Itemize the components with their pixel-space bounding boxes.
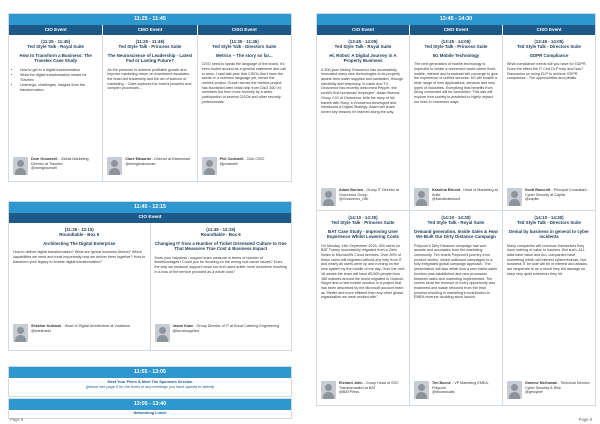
slot-room: Ted Style Talk - Princess Suite: [118, 44, 182, 50]
slot-room: Ted Style Talk - Royal Suite: [427, 220, 485, 226]
speaker-role: - Head of Digital Architecture at Vodafone: [62, 324, 131, 328]
speaker-handle[interactable]: @Karolinaeklund: [432, 197, 461, 202]
talk-card: [9, 223, 151, 350]
talk-description: Polycom's Dirty Distance campaign has won awards and accolades from the marketing community. Tim charts Polycom's journey from product centric, siloed outbound campaigns to a fully integrated global campaign approach. The presentation will also detail how a new inside sales function was established and new processes between sales and marketing implemented. Tim covers what the revenue of every opportunity was examined and waste removed from the lead process resulting in marketing's contribution to EMEA revenue doubling since launch.: [414, 243, 498, 300]
talk-bullets: [9, 64, 102, 93]
bullet-item: • What the digital transformation meant for Travelex: [20, 73, 98, 82]
slot-time: (11:25 - 11:45): [41, 39, 71, 44]
session-time-bar: 11:25 - 11:45: [9, 14, 291, 25]
talk-title: Denial by business in general to cyber incidents: [508, 228, 590, 240]
speaker: [13, 157, 99, 175]
speaker-handle[interactable]: @pmsintell: [219, 161, 238, 166]
speaker-avatar: [107, 157, 122, 175]
column-header-cio: CIO Event: [9, 25, 103, 35]
speaker-avatar: [202, 157, 217, 175]
session-block-2: [8, 201, 292, 351]
slot-time: (13:45 - 14:05): [534, 39, 564, 44]
speaker: [321, 381, 406, 399]
speaker-role: - VP Marketing EMEA, Polycom: [432, 381, 489, 390]
talk-card: [103, 35, 197, 181]
talk-card: [9, 35, 103, 181]
speaker-role: - Global Marketing Director at Travelex: [31, 157, 89, 166]
slot-room: Ted Style Talk - Directors Suite: [516, 220, 581, 226]
speaker-role: - Group Head of SSC Transformation at BAT: [339, 381, 399, 390]
speaker: [414, 381, 499, 399]
column-header-ciso: CISO Event: [198, 25, 291, 35]
speaker-name: Dom Grounsell: [31, 157, 58, 161]
slot-room: Ted Style Talk - Royal Suite: [27, 44, 84, 50]
speaker-avatar: [321, 188, 336, 206]
speaker-name: Adam Burrow: [339, 188, 364, 192]
session-block-4: [8, 398, 292, 419]
speaker-role: - Club CISO: [244, 157, 265, 161]
speaker-name: Tim Boone: [432, 381, 451, 385]
column-header-cio: CIO Event: [317, 25, 410, 35]
slot-time: (14:10 - 14:30): [441, 215, 471, 220]
talk-title: GDPR Compliance: [529, 52, 569, 58]
speaker-avatar: [321, 381, 336, 399]
speaker: [107, 157, 193, 175]
speaker-handle[interactable]: @BATPress: [339, 390, 360, 395]
speaker-name: Jason Kane: [172, 324, 194, 328]
speaker-handle[interactable]: @beingbrainsmart: [125, 161, 156, 166]
lunch-title: Networking Lunch: [133, 411, 167, 415]
speaker: [507, 188, 592, 206]
session-time-bar: 11:55 - 13:05: [9, 367, 291, 378]
session-block-1: [8, 13, 292, 182]
slot-room: Ted Style Talk - Directors Suite: [516, 44, 581, 50]
speaker-name: Clare Edwards: [125, 157, 151, 161]
talk-card: [317, 211, 410, 405]
talk-card: [198, 35, 291, 181]
bullet-item: • How to get to a digital transformation: [20, 68, 98, 73]
speaker-role: - Principal Consultant - Cyber Security at Capita: [525, 188, 589, 197]
talk-card: [410, 35, 503, 210]
slot-room: Roundtable - Box 5: [59, 232, 100, 238]
talk-title: Metrics – The story so far...: [216, 52, 273, 58]
slot-time: (11:25 - 11:45): [229, 39, 259, 44]
session-time-bar: 13:45 - 14:30: [317, 14, 595, 25]
speaker-handle[interactable]: @capita: [525, 197, 539, 202]
lunch-info: [9, 411, 291, 416]
talk-description: On Monday 14th September 2015, 450 users on BAT Turkey successfully migrated from a Citrix Notes to Microsoft's Cloud services. Over 80% of these users will migrated without any help from IT and nearly all users were up and running on the new system by the middle of the day. Over the next 18 weeks the team will have 85,000 people from 180 markets around the world migrated to Outlook. Skype and a new mobile solution in a project that has been described by the Microsoft account team as "Better and more efficient than any other global organisation we have worked with".: [321, 243, 405, 300]
session-block-3: [8, 366, 292, 397]
column-header-cmo: CMO Event: [410, 25, 503, 35]
talk-title: BAT Case Study - Improving User Experience Whilst Lowering Costs: [327, 228, 399, 240]
speaker-name: Phil Cockwell: [219, 157, 244, 161]
slot-time: (14:10 - 14:30): [348, 215, 378, 220]
speaker: [13, 324, 147, 342]
slot-time: (13:45 - 14:05): [441, 39, 471, 44]
meet-peers-title: Meet Your Peers & Meet The Sponsors Session: [107, 380, 193, 384]
slot-time: (14:10 - 14:30): [534, 215, 564, 220]
slot-room: Roundtable - Box 6: [200, 232, 241, 238]
talk-description: A 300-year history Grosvenor has successfully innovated many new technologies to its property assets from water supplies and sanitation, through electricity and telephony, to cable and TV. Grosvenor has recently welcomed Pepper, the world's first humanoid 'employee'. Adam Burrow, Group CIO of Grosvenor, tells the story of his travels with Rosy, a Grosvenor-developed and introduced a Digital Strategy. Adam will share seven key lessons he learned along the way.: [321, 67, 404, 114]
page-number: Page 8: [578, 417, 592, 422]
speaker-handle[interactable]: @domgrounsell: [31, 166, 57, 171]
talk-card: [410, 211, 503, 405]
talk-description: As the pressure to achieve profitable growth and improve marketing return on investment escalates, the brain-led leadership and the art of science of marketing... Clare explores the brain's powerful and complex processes...: [107, 67, 192, 91]
talk-title: The Neuroscience of Leadership - Latest Fad or Lasting Future?: [107, 52, 193, 64]
talk-title: Architecting The Digital Enterprise: [43, 240, 116, 246]
slot-time: (11:35 - 12:15): [64, 227, 94, 232]
slot-time: (13:45 - 14:05): [348, 39, 378, 44]
speaker-handle[interactable]: @gmcyber: [525, 390, 543, 395]
speaker-role: - Technical Director, Cyber Security & Risk: [525, 381, 591, 390]
speaker-avatar: [13, 157, 28, 175]
speaker-avatar: [414, 381, 429, 399]
speaker-role: - Head of Marketing at Anite: [432, 188, 498, 197]
speaker: [155, 324, 289, 342]
talk-title: How to Transform a Business: The Travelex Case Study: [19, 52, 92, 64]
speaker-name: Karolina Eklund: [432, 188, 461, 192]
slot-time: (11:45 - 12:15): [206, 227, 236, 232]
speaker-avatar: [13, 324, 28, 342]
bullet-item: • Learnings, challenges, insights from the transformation: [20, 83, 98, 92]
talk-description: What compliance needs will you have for GDPR. Does the effect the IT Cert DLP help and how? Discussion on using DLP to achieve GDPR compliance - The opportunities and pitfalls.: [507, 62, 587, 81]
slot-time: (11:25 - 11:45): [135, 39, 165, 44]
talk-card: [317, 35, 410, 210]
speaker-name: Scott Bancroft: [525, 188, 551, 192]
session-header: CIO Event: [9, 213, 291, 223]
speaker-role: - Group IT Director at Grosvenor Group: [339, 188, 399, 197]
talk-title: Changing IT from a Number of Ticket Orientated Culture to One That Measures True Cost & Business Impact: [154, 240, 287, 252]
session-time-bar: 11:45 - 12:15: [9, 202, 291, 213]
speaker-avatar: [414, 188, 429, 206]
slot-room: Ted Style Talk - Directors Suite: [212, 44, 277, 50]
session-time-bar: 13:05 - 13:40: [9, 399, 291, 410]
slot-room: Ted Style Talk - Royal Suite: [334, 44, 392, 50]
speaker-role: - Group Director of IT at Bunzl Catering Engineering: [194, 324, 280, 328]
right-page: [300, 0, 600, 424]
speaker-name: Shekhar Kulkarni: [31, 324, 62, 328]
column-header-ciso: CISO Event: [503, 25, 595, 35]
speaker-avatar: [507, 381, 522, 399]
session-block-afternoon: [316, 13, 596, 406]
speaker-name: Graeme McGowan: [525, 381, 558, 385]
speaker-handle[interactable]: @tboonecalls: [432, 390, 455, 395]
speaker-avatar: [155, 324, 170, 342]
meet-peers-info: [9, 380, 291, 390]
speaker-name: Richard John: [339, 381, 363, 385]
page-number: Page 6: [10, 417, 24, 422]
talk-description: The next generation of mobile technology is expected to create a connected world where fixed, mobile, internet and broadcast will converge to give the experience of unified services. 5G will enable a wide range of new applications, services and new types of industries. Everything that benefits from being connected will be connected. This talk will explore how society is predicted to highly impact our lives in numerous ways.: [414, 62, 498, 104]
speaker: [321, 188, 406, 206]
speaker: [202, 157, 288, 175]
speaker-handle[interactable]: @bunzlsupplied: [172, 328, 199, 333]
speaker-handle[interactable]: @shekharld: [31, 328, 51, 333]
speaker: [414, 188, 499, 206]
slot-room: Ted Style Talk - Princess Suite: [331, 220, 395, 226]
talk-title: Hi, Robot: A Digital Journey in A Property Business: [329, 52, 397, 64]
speaker: [507, 381, 592, 399]
meet-peers-note: (please see page 5 for the times of any meetings you have agreed to attend): [85, 384, 215, 389]
talk-card: [503, 211, 595, 405]
speaker-role: - Director at Brainsmart: [151, 157, 191, 161]
slot-room: Ted Style Talk - Princess Suite: [424, 44, 488, 50]
talk-title: 5G Mobile Technology: [432, 52, 480, 58]
talk-card: [151, 223, 292, 350]
speaker-handle[interactable]: @Grosvenor_GBI: [339, 197, 369, 202]
talk-description: Many companies will convince themselves they have nothing of value to hackers. But such, ALL data have value and ALL companies have something which will interest cybercriminals. Not business IT be sole will be of interest and attacks are desperate to as a result they did damage so keep very quiet whenever they hit.: [507, 243, 588, 276]
talk-title: Demand generation, Inside Sales & How We Built Our Dirty Distance Campaign: [414, 228, 498, 240]
talk-description: CISO need to speak the language of the board. It's been touted around as a general statement and call to arms. I said last year that CISOs don't have the words or a common language yet, hence the metrics project. Grown across the metrics project has flourished after initial help from CIsO 360 V4 members but then more recently by a wider participation of several CISOs and other security professionals.: [201, 62, 286, 104]
talk-card: [503, 35, 595, 210]
talk-description: How to deliver digital transformation? What are typical business drivers? Which capabilities we need and most importantly how we deliver them together? How to transform your legacy to enable digital transformation?: [13, 250, 146, 264]
speaker-avatar: [507, 188, 522, 206]
talk-description: Does your helpdesk / support team measure in terms of number of tickets/outages? Could you be focusing on the wrong root cause issues? Does the way we measure support mean our end users suffer more downtime resulting in a loss of the service provided as a whole cost?: [154, 255, 287, 274]
column-header-cmo: CMO Event: [103, 25, 197, 35]
